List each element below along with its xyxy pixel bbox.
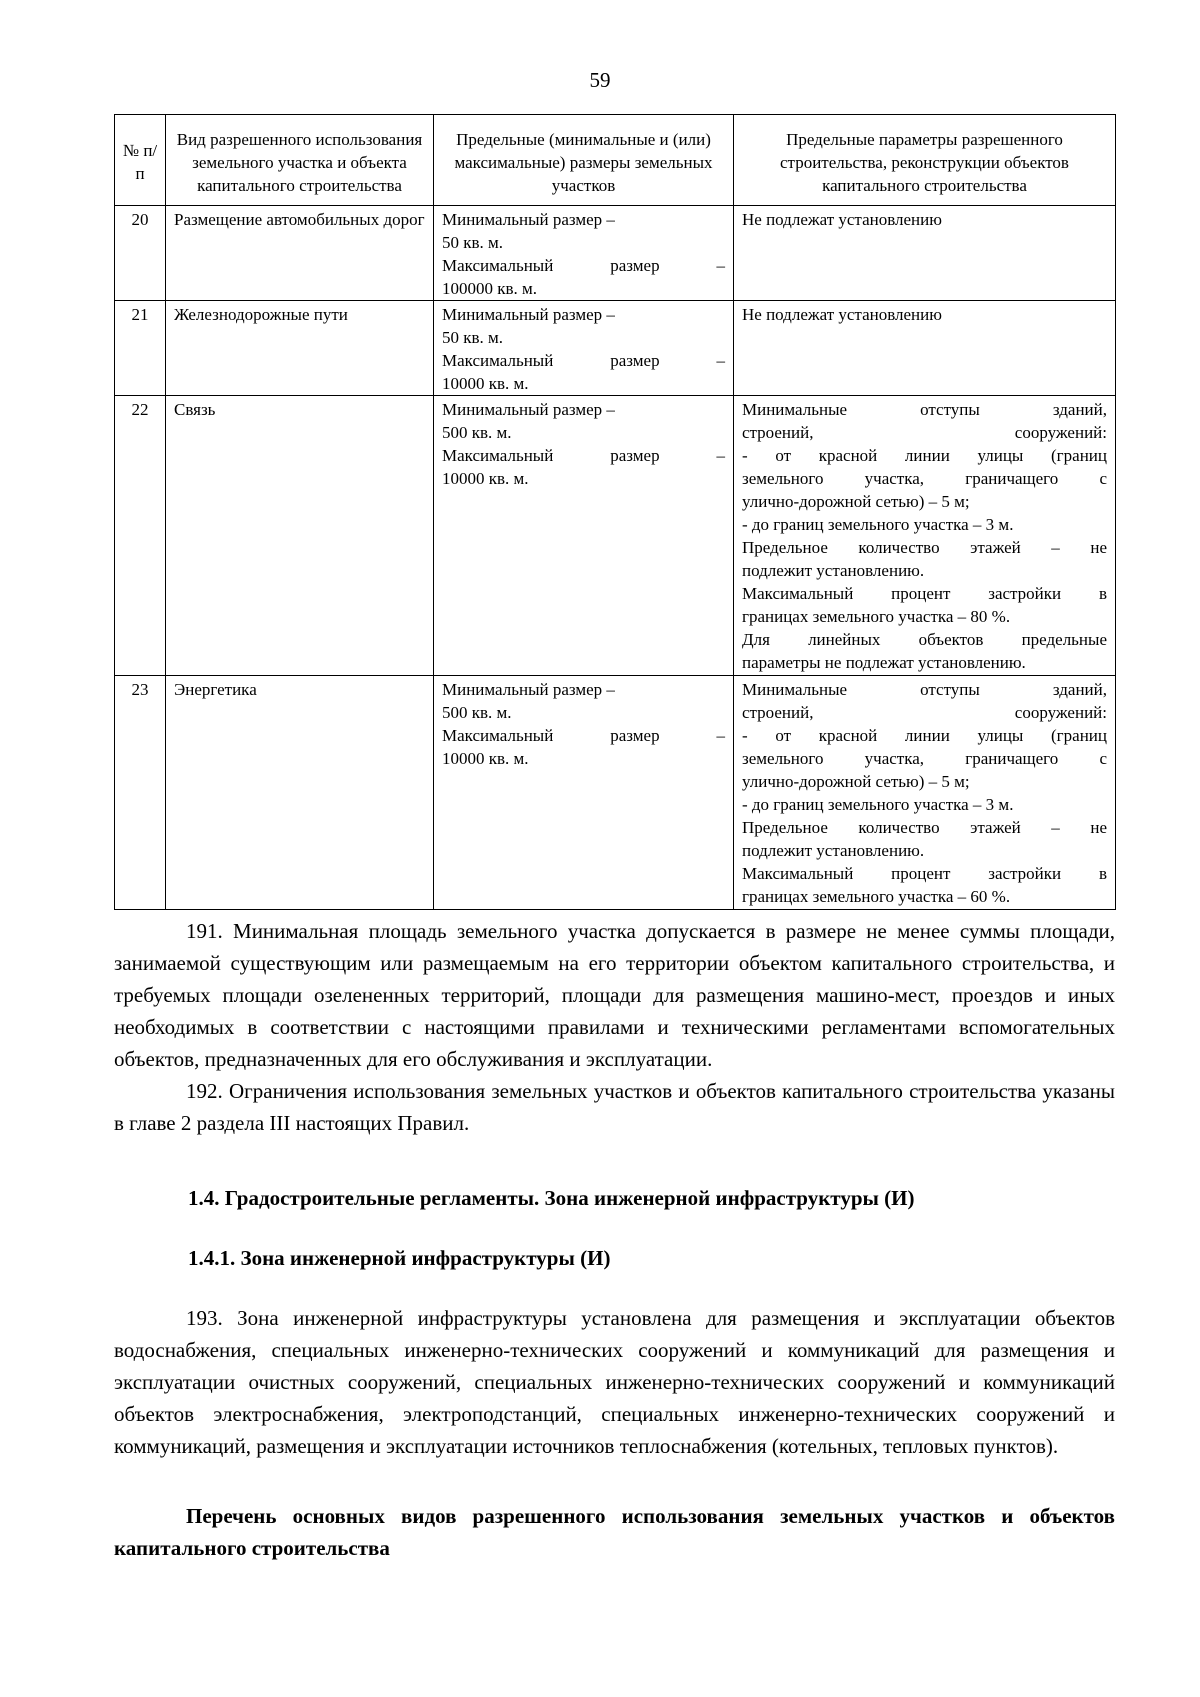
- page-number: 59: [589, 68, 611, 92]
- size-word: размер: [610, 446, 660, 465]
- table-row: [115, 301, 1116, 396]
- max-size-value: 100000 кв. м.: [442, 279, 538, 298]
- table-header-row: [115, 115, 1116, 206]
- paragraph-192: 192. Ограничения использования земельных участков и объектов капитального строительства указаны в главе 2 раздела III настоящих Правил.: [114, 1079, 1115, 1135]
- param-line: Максимальный процент застройки в: [742, 584, 1107, 603]
- max-size-word: Максимальный: [442, 256, 554, 275]
- param-line: подлежит установлению.: [742, 841, 925, 860]
- list-title: Перечень основных видов разрешенного использования земельных участков и объектов капитального строительства: [114, 1504, 1115, 1560]
- min-size-value: 50 кв. м.: [442, 328, 504, 347]
- param-line: подлежит установлению.: [742, 561, 925, 580]
- row-construction-params: [734, 396, 1116, 676]
- param-line: Минимальные отступы зданий,: [742, 400, 1107, 419]
- row-plot-size: [434, 676, 734, 910]
- min-size-label: Минимальный размер –: [442, 680, 615, 699]
- param-line: границах земельного участка – 60 %.: [742, 887, 1011, 906]
- param-line: - от красной линии улицы (границ: [742, 726, 1107, 745]
- size-word: размер: [610, 726, 660, 745]
- max-size-value: 10000 кв. м.: [442, 749, 529, 768]
- header-number: № п/п: [115, 115, 166, 206]
- header-use-type: Вид разрешенного использования земельного участка и объекта капитального строительства: [166, 115, 434, 206]
- param-line: строений, сооружений:: [742, 423, 1107, 442]
- row-construction-params: Не подлежат установлению: [734, 301, 1116, 396]
- row-construction-params: [734, 676, 1116, 910]
- header-plot-size: Предельные (минимальные и (или) максимальные) размеры земельных участков: [434, 115, 734, 206]
- param-line: улично-дорожной сетью) – 5 м;: [742, 492, 970, 511]
- param-line: улично-дорожной сетью) – 5 м;: [742, 772, 970, 791]
- table-row: [115, 676, 1116, 910]
- row-plot-size: [434, 301, 734, 396]
- param-line: Предельное количество этажей – не: [742, 538, 1107, 557]
- paragraph-191: 191. Минимальная площадь земельного участка допускается в размере не менее суммы площади, занимаемой существующим или размещаемым на его территории объектом капитального строительства, и требуемых площади озелененных территорий, площади для размещения машино-мест, проездов и иных необходимых в соответствии с настоящими правилами и техническими регламентами вспомогательных объектов, предназначенных для его обслуживания и эксплуатации.: [114, 919, 1115, 1071]
- param-line: Для линейных объектов предельные: [742, 630, 1107, 649]
- section-heading-1-4-1: 1.4.1. Зона инженерной инфраструктуры (И): [188, 1246, 611, 1270]
- header-construction-params: Предельные параметры разрешенного строительства, реконструкции объектов капитального строительства: [734, 115, 1116, 206]
- param-line: земельного участка, граничащего с: [742, 469, 1107, 488]
- param-line: - до границ земельного участка – 3 м.: [742, 795, 1014, 814]
- zone-regulations-table: [114, 114, 1116, 910]
- dash: –: [716, 726, 725, 745]
- param-line: Предельное количество этажей – не: [742, 818, 1107, 837]
- dash: –: [716, 446, 725, 465]
- row-use-type: Размещение автомобильных дорог: [166, 206, 434, 301]
- dash: –: [716, 351, 725, 370]
- section-heading-1-4: 1.4. Градостроительные регламенты. Зона инженерной инфраструктуры (И): [188, 1186, 915, 1210]
- min-size-value: 500 кв. м.: [442, 423, 512, 442]
- row-number: 20: [115, 206, 166, 301]
- max-size-word: Максимальный: [442, 351, 554, 370]
- row-number: 21: [115, 301, 166, 396]
- row-use-type: Энергетика: [166, 676, 434, 910]
- size-word: размер: [610, 351, 660, 370]
- min-size-value: 500 кв. м.: [442, 703, 512, 722]
- param-line: земельного участка, граничащего с: [742, 749, 1107, 768]
- paragraphs-block-2: [114, 1302, 1115, 1462]
- param-line: Минимальные отступы зданий,: [742, 680, 1107, 699]
- param-line: Максимальный процент застройки в: [742, 864, 1107, 883]
- min-size-label: Минимальный размер –: [442, 305, 615, 324]
- max-size-value: 10000 кв. м.: [442, 469, 529, 488]
- row-use-type: Железнодорожные пути: [166, 301, 434, 396]
- paragraph-193: 193. Зона инженерной инфраструктуры установлена для размещения и эксплуатации объектов водоснабжения, специальных инженерно-технических сооружений и коммуникаций для размещения и эксплуатации очистных сооружений, специальных инженерно-технических сооружений и коммуникаций объектов электроснабжения, электроподстанций, специальных инженерно-технических сооружений и коммуникаций, размещения и эксплуатации источников теплоснабжения (котельных, тепловых пунктов).: [114, 1306, 1115, 1458]
- min-size-label: Минимальный размер –: [442, 400, 615, 419]
- max-size-word: Максимальный: [442, 446, 554, 465]
- max-size-word: Максимальный: [442, 726, 554, 745]
- max-size-value: 10000 кв. м.: [442, 374, 529, 393]
- param-line: границах земельного участка – 80 %.: [742, 607, 1011, 626]
- row-number: 22: [115, 396, 166, 676]
- row-plot-size: [434, 206, 734, 301]
- param-line: параметры не подлежат установлению.: [742, 653, 1026, 672]
- dash: –: [716, 256, 725, 275]
- param-line: - от красной линии улицы (границ: [742, 446, 1107, 465]
- max-size-label: [442, 254, 725, 277]
- param-line: - до границ земельного участка – 3 м.: [742, 515, 1014, 534]
- max-size-label: [442, 444, 725, 467]
- paragraphs-block-1: [114, 915, 1115, 1139]
- row-plot-size: [434, 396, 734, 676]
- max-size-label: [442, 724, 725, 747]
- table-row: [115, 396, 1116, 676]
- param-line: строений, сооружений:: [742, 703, 1107, 722]
- row-construction-params: Не подлежат установлению: [734, 206, 1116, 301]
- size-word: размер: [610, 256, 660, 275]
- row-number: 23: [115, 676, 166, 910]
- min-size-value: 50 кв. м.: [442, 233, 504, 252]
- table-row: [115, 206, 1116, 301]
- row-use-type: Связь: [166, 396, 434, 676]
- max-size-label: [442, 349, 725, 372]
- min-size-label: Минимальный размер –: [442, 210, 615, 229]
